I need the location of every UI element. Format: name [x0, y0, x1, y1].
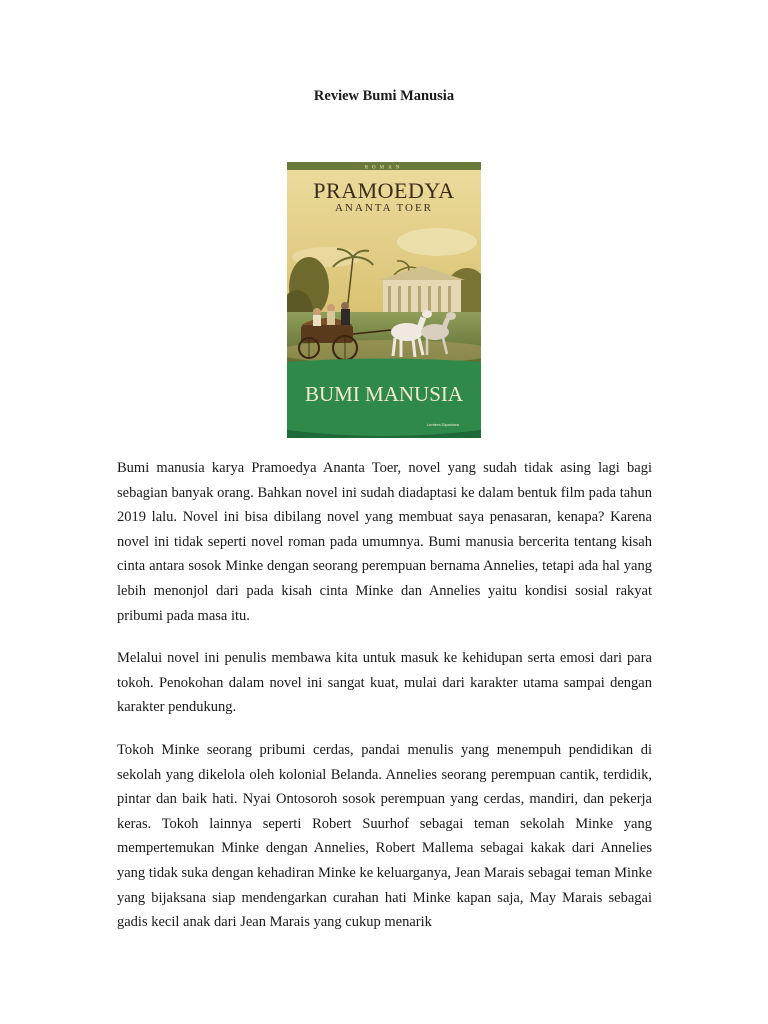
book-cover-illustration — [287, 162, 481, 438]
cover-book-title: BUMI MANUSIA — [304, 382, 464, 406]
paragraph-3: Tokoh Minke seorang pribumi cerdas, pandai menulis yang menempuh pendidikan di sekolah yang dikelola oleh kolonial Belanda. Annelies seorang perempuan cantik, terdidik, pintar dan baik hati. Nyai Ontosoroh sosok perempuan yang cerdas, mandiri, dan pekerja keras. Tokoh lainnya seperti Robert Suurhof sebagai teman sekolah Minke yang mempertemukan Minke dengan Annelies, Robert Mallema sebagai kakak dari Annelies yang tidak suka dengan kehadiran Minke ke keluarganya, Jean Marais sebagai teman Minke yang bijaksana siap mendengarkan curahan hati Minke kapan saja, May Marais sebagai gadis kecil anak dari Jean Marais yang cukup menarik — [117, 741, 652, 931]
cover-publisher-logo: Lentera Dipantara — [427, 422, 460, 427]
paragraph-2: Melalui novel ini penulis membawa kita untuk masuk ke kehidupan serta emosi dari para tokoh. Penokohan dalam novel ini sangat kuat, mulai dari karakter utama sampai dengan karakter pendukung. — [117, 650, 652, 716]
cover-series-label: ROMAN — [364, 165, 404, 171]
document-title: Review Bumi Manusia — [313, 88, 455, 104]
paragraph-1: Bumi manusia karya Pramoedya Ananta Toer, novel yang sudah tidak asing lagi bagi sebagian banyak orang. Bahkan novel ini sudah diadaptasi ke dalam bentuk film pada tahun 2019 lalu. Novel ini bisa dibilang novel yang membuat saya penasaran, kenapa? Karena novel ini tidak seperti novel roman pada umumnya. Bumi manusia bercerita tentang kisah cinta antara sosok Minke dengan seorang perempuan bernama Annelies, tetapi ada hal yang lebih menonjol dari pada kisah cinta Minke dan Annelies yaitu kondisi sosial rakyat pribumi pada masa itu. — [117, 460, 652, 624]
book-cover-image — [287, 162, 481, 438]
cover-author-last: ANANTA TOER — [334, 202, 434, 214]
body-text — [117, 456, 652, 953]
cover-author-first: PRAMOEDYA — [313, 178, 455, 203]
